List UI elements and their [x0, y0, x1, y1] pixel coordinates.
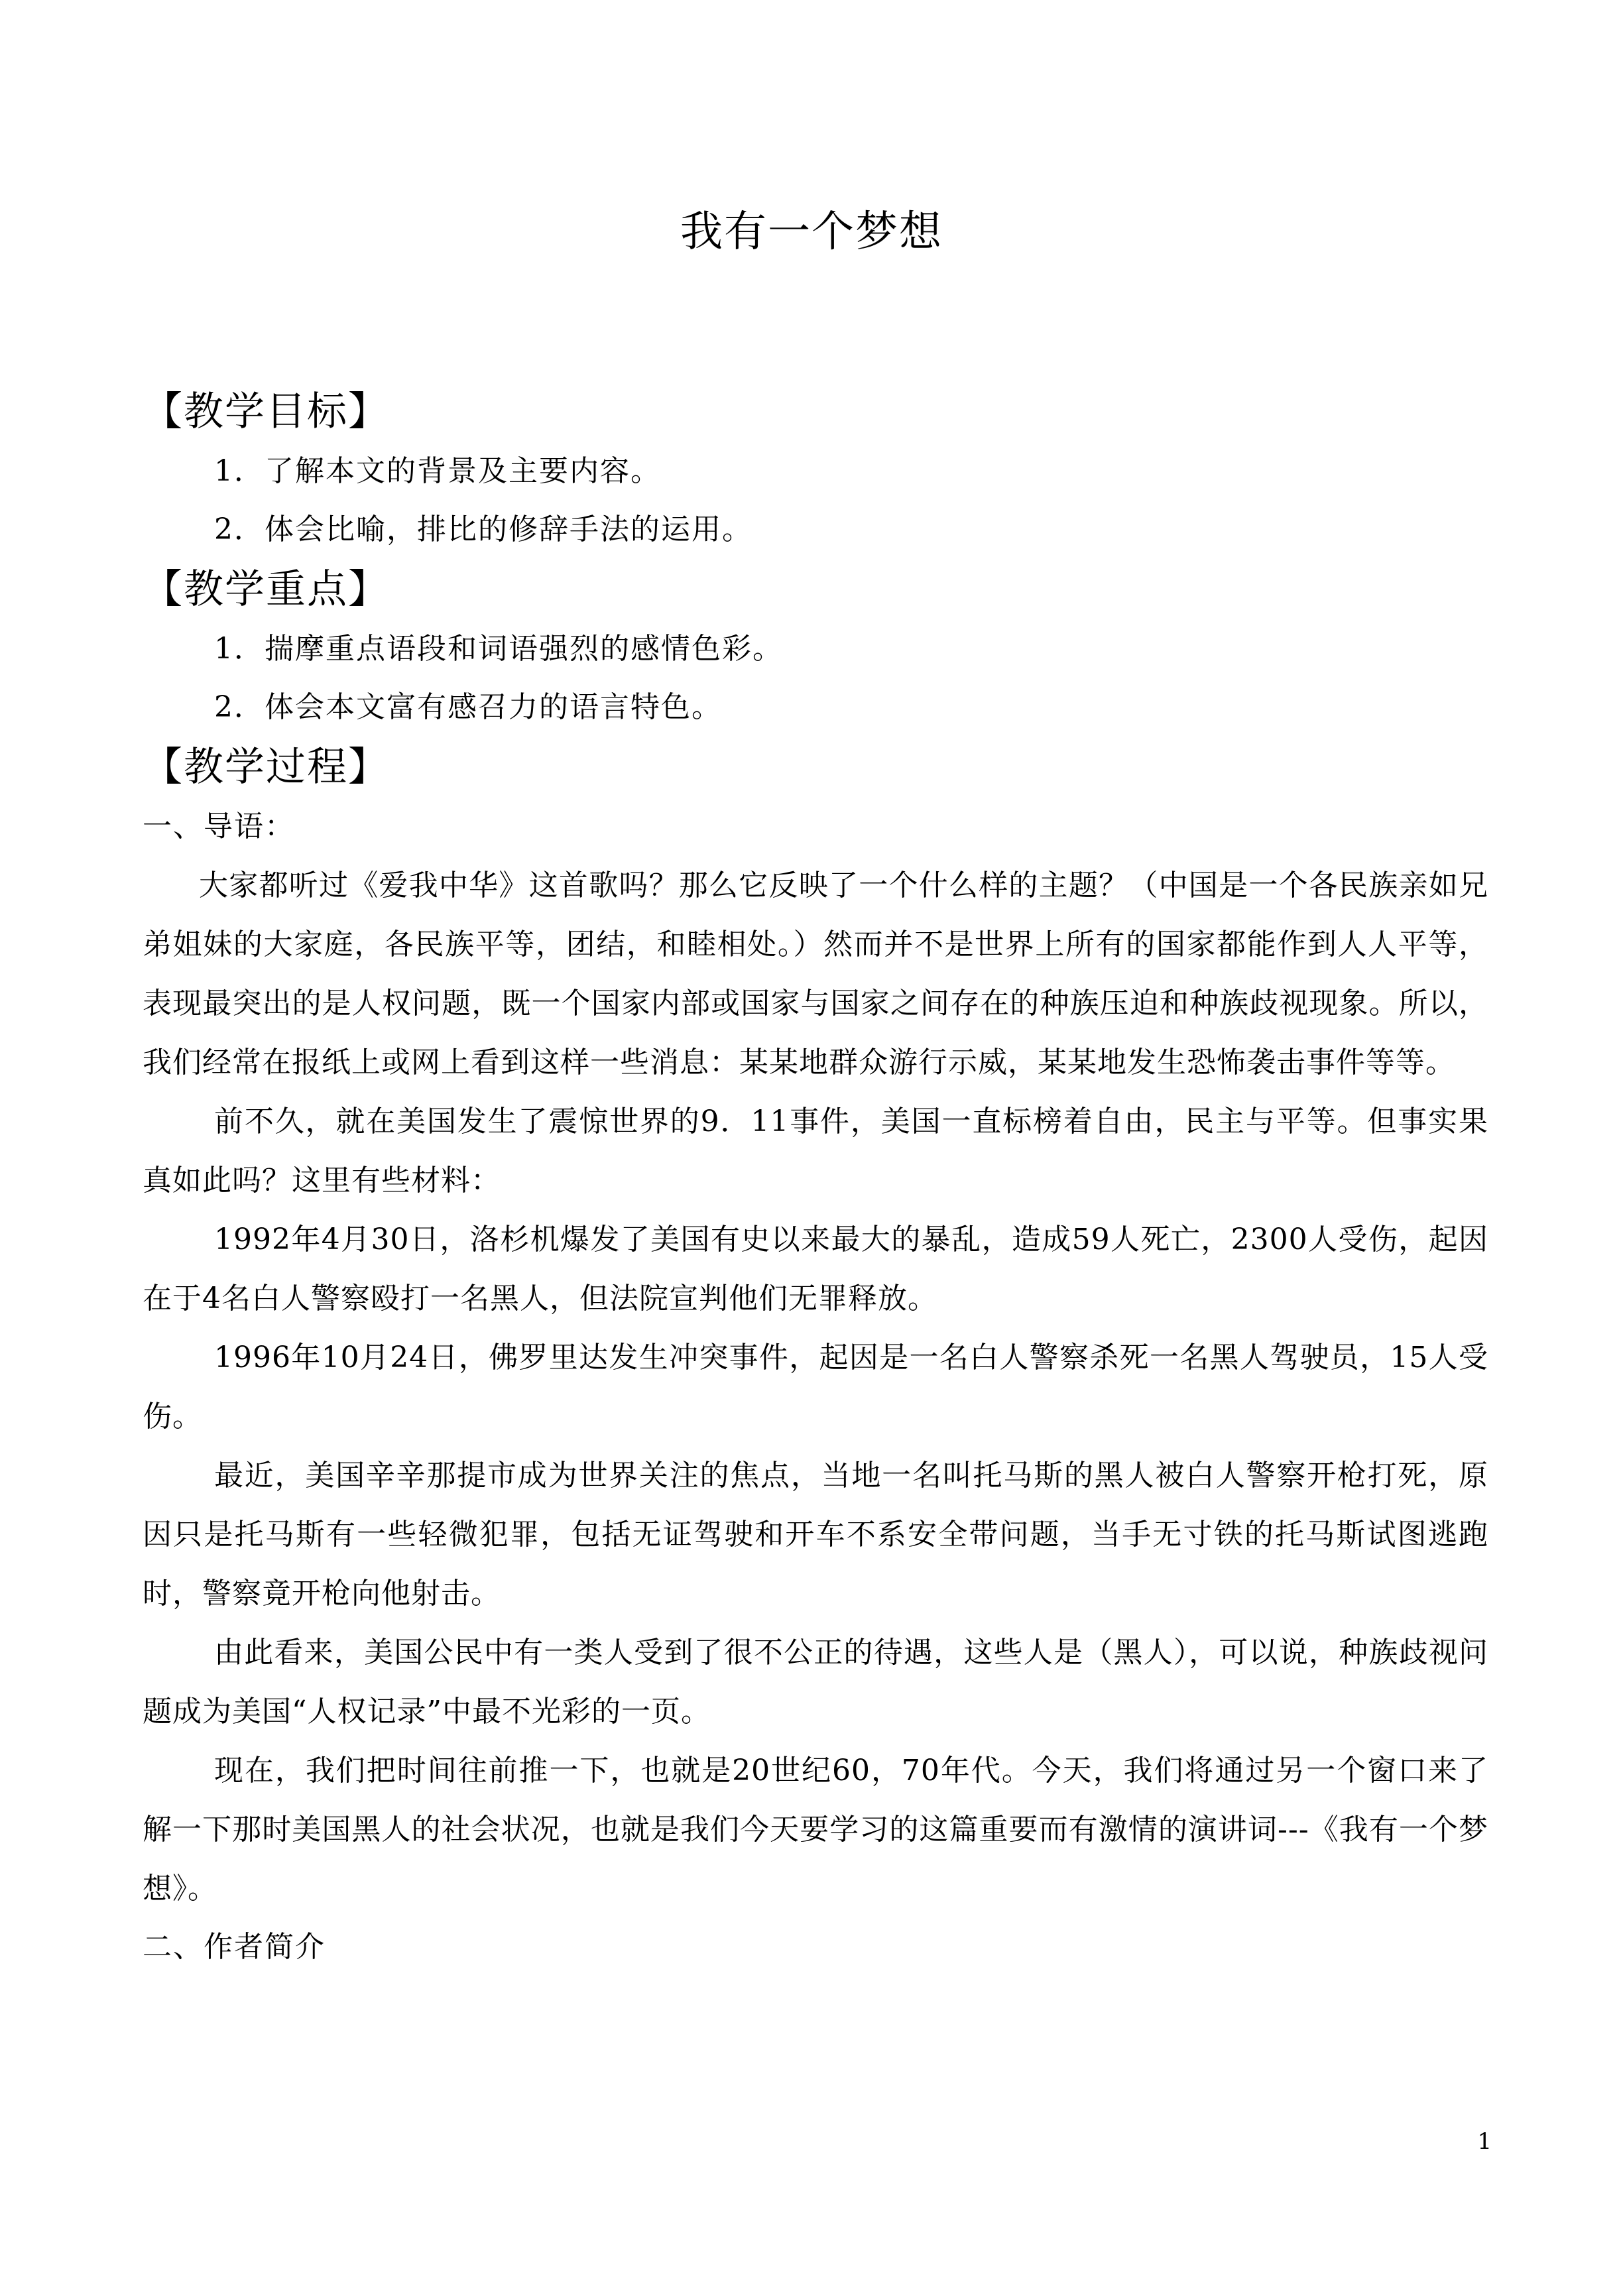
body-paragraph: 由此看来，美国公民中有一类人受到了很不公正的待遇，这些人是（黑人），可以说，种族歧视问题成为美国“人权记录”中最不光彩的一页。: [143, 1636, 1488, 1728]
document-title: 我有一个梦想: [680, 208, 943, 257]
page-number: 1: [1477, 2128, 1492, 2155]
objective-item: 2．体会比喻，排比的修辞手法的运用。: [214, 513, 752, 546]
author-heading: 二、作者简介: [143, 1930, 326, 1964]
body-paragraph: 1992年4月30日，洛杉机爆发了美国有史以来最大的暴乱，造成59人死亡，2300人受伤，起因在于4名白人警察殴打一名黑人，但法院宣判他们无罪释放。: [143, 1223, 1488, 1315]
key-point-item: 2．体会本文富有感召力的语言特色。: [214, 690, 722, 724]
body-paragraph: 前不久，就在美国发生了震惊世界的9．11事件，美国一直标榜着自由，民主与平等。但事实果真如此吗？这里有些材料：: [143, 1105, 1488, 1197]
objective-item: 1．了解本文的背景及主要内容。: [214, 454, 661, 488]
body-paragraph: 现在，我们把时间往前推一下，也就是20世纪60，70年代。今天，我们将通过另一个窗口来了解一下那时美国黑人的社会状况，也就是我们今天要学习的这篇重要而有激情的演讲词---《我有一个梦想》。: [143, 1754, 1488, 1905]
intro-heading: 一、导语：: [143, 810, 295, 843]
objectives-heading: 【教学目标】: [143, 389, 389, 435]
document-body: [143, 381, 1488, 1976]
process-heading: 【教学过程】: [143, 744, 389, 790]
body-paragraph: 最近，美国辛辛那提市成为世界关注的焦点，当地一名叫托马斯的黑人被白人警察开枪打死，原因只是托马斯有一些轻微犯罪，包括无证驾驶和开车不系安全带问题，当手无寸铁的托马斯试图逃跑时，警察竟开枪向他射击。: [143, 1459, 1488, 1610]
body-paragraph: 1996年10月24日，佛罗里达发生冲突事件，起因是一名白人警察杀死一名黑人驾驶员，15人受伤。: [143, 1341, 1488, 1433]
body-paragraph: 大家都听过《爱我中华》这首歌吗？那么它反映了一个什么样的主题？（中国是一个各民族亲如兄弟姐妹的大家庭，各民族平等，团结，和睦相处。）然而并不是世界上所有的国家都能作到人人平等，表现最突出的是人权问题，既一个国家内部或国家与国家之间存在的种族压迫和种族歧视现象。所以，我们经常在报纸上或网上看到这样一些消息：某某地群众游行示威，某某地发生恐怖袭击事件等等。: [143, 869, 1488, 1079]
key-points-heading: 【教学重点】: [143, 566, 389, 613]
key-point-item: 1．揣摩重点语段和词语强烈的感情色彩。: [214, 632, 783, 666]
